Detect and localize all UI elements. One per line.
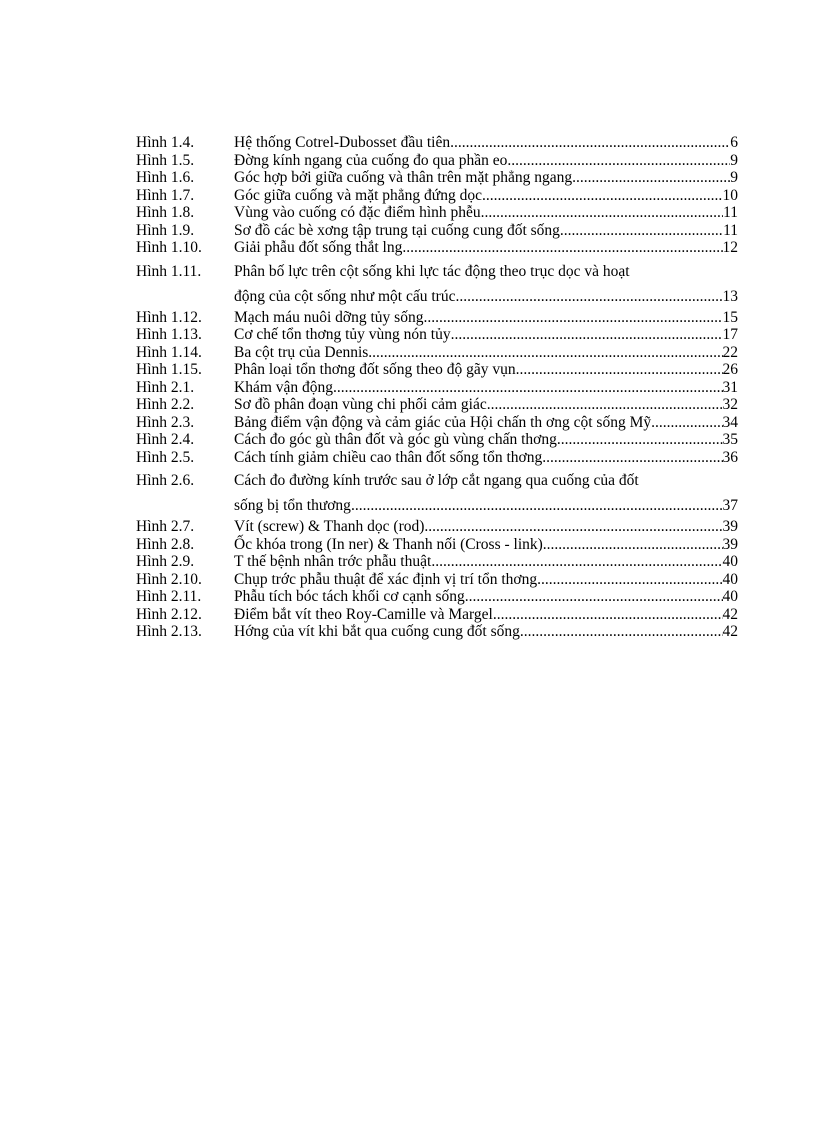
list-item bbox=[136, 468, 738, 518]
figure-title: Chụp trớc phẫu thuật để xác định vị trí tổn thơng bbox=[234, 570, 538, 588]
figure-label: Hình 2.4. bbox=[136, 431, 195, 448]
figure-label: Hình 1.7. bbox=[136, 186, 195, 204]
figure-title: Hệ thống Cotrel-Dubosset đầu tiên bbox=[234, 134, 451, 151]
figure-label: Hình 1.6. bbox=[136, 169, 195, 186]
figure-title: Sơ đồ các bè xơng tập trung tại cuống cung đốt sống bbox=[234, 221, 560, 239]
figure-title: T thế bệnh nhân trớc phẫu thuật bbox=[234, 553, 432, 570]
page-number: 17 bbox=[722, 326, 738, 343]
figure-label: Hình 2.13. bbox=[136, 623, 202, 640]
list-item bbox=[136, 326, 738, 344]
page-number: 39 bbox=[722, 535, 738, 553]
figure-label: Hình 2.3. bbox=[136, 413, 195, 431]
page-number: 39 bbox=[722, 518, 738, 535]
figure-title: Khám vận động bbox=[234, 378, 334, 396]
list-of-figures bbox=[136, 134, 738, 641]
page-number: 40 bbox=[722, 588, 738, 605]
figure-title: Góc giữa cuống và mặt phẳng đứng dọc bbox=[234, 186, 482, 204]
list-item bbox=[136, 518, 738, 536]
figure-label: Hình 1.15. bbox=[136, 361, 202, 378]
figure-title: Vít (screw) & Thanh dọc (rod) bbox=[234, 518, 425, 535]
list-item bbox=[136, 606, 738, 624]
page-number: 11 bbox=[723, 204, 738, 221]
page-number: 42 bbox=[722, 623, 738, 640]
page-number: 36 bbox=[722, 448, 738, 466]
figure-title-continued: động của cột sống như một cấu trúc bbox=[234, 287, 456, 305]
page-number: 10 bbox=[722, 186, 738, 204]
figure-title: Sơ đồ phân đoạn vùng chi phối cảm giác bbox=[234, 396, 487, 413]
list-item bbox=[136, 259, 738, 309]
figure-label: Hình 2.5. bbox=[136, 448, 195, 466]
list-item bbox=[136, 222, 738, 240]
list-item bbox=[136, 309, 738, 327]
figure-title: Ba cột trụ của Dennis bbox=[234, 343, 369, 361]
list-item bbox=[136, 571, 738, 589]
list-item bbox=[136, 536, 738, 554]
figure-title: Góc hợp bởi giữa cuống và thân trên mặt phẳng ngang bbox=[234, 169, 573, 186]
figure-label: Hình 2.11. bbox=[136, 588, 202, 605]
figure-title: Cách đo đường kính trước sau ở lớp cắt ngang qua cuống của đốt bbox=[234, 472, 639, 489]
list-item bbox=[136, 169, 738, 187]
figure-title: Phân loại tổn thơng đốt sống theo độ gãy vụn bbox=[234, 361, 516, 378]
figure-label: Hình 2.12. bbox=[136, 605, 202, 623]
page-number: 35 bbox=[722, 431, 738, 448]
list-item bbox=[136, 449, 738, 467]
figure-label: Hình 1.13. bbox=[136, 326, 202, 343]
list-item bbox=[136, 431, 738, 449]
figure-label: Hình 2.9. bbox=[136, 553, 195, 570]
figure-title: Hớng của vít khi bắt qua cuống cung đốt sống bbox=[234, 623, 520, 640]
list-item bbox=[136, 361, 738, 379]
figure-title: Bảng điểm vận động và cảm giác của Hội chấn th ơng cột sống Mỹ bbox=[234, 413, 652, 431]
figure-label: Hình 1.10. bbox=[136, 239, 202, 256]
page-number: 22 bbox=[722, 343, 738, 361]
page-number: 11 bbox=[723, 221, 738, 239]
figure-label: Hình 1.9. bbox=[136, 221, 195, 239]
figure-label: Hình 1.11. bbox=[136, 262, 202, 280]
page-number: 12 bbox=[722, 239, 738, 256]
page-number: 40 bbox=[722, 570, 738, 588]
list-item bbox=[136, 588, 738, 606]
page-number: 15 bbox=[722, 308, 738, 326]
figure-title: Phẫu tích bóc tách khối cơ cạnh sống bbox=[234, 588, 465, 605]
list-item bbox=[136, 152, 738, 170]
list-item bbox=[136, 204, 738, 222]
figure-title: Cách tính giảm chiều cao thân đốt sống tổn thơng bbox=[234, 448, 543, 466]
list-item bbox=[136, 379, 738, 397]
list-item bbox=[136, 239, 738, 257]
figure-label: Hình 1.4. bbox=[136, 134, 195, 151]
figure-title: Phân bố lực trên cột sống khi lực tác động theo trục dọc và hoạt bbox=[234, 262, 630, 280]
figure-label: Hình 2.10. bbox=[136, 570, 202, 588]
figure-title: Giải phẫu đốt sống thắt lng bbox=[234, 239, 403, 256]
list-item bbox=[136, 134, 738, 152]
figure-label: Hình 1.8. bbox=[136, 204, 195, 221]
list-item bbox=[136, 414, 738, 432]
figure-label: Hình 2.1. bbox=[136, 378, 195, 396]
figure-title: Vùng vào cuống có đặc điểm hình phễu bbox=[234, 204, 481, 221]
page-number: 13 bbox=[722, 287, 738, 305]
figure-title-continued: sống bị tổn thương bbox=[234, 497, 351, 514]
page-number: 26 bbox=[722, 361, 738, 378]
list-item bbox=[136, 623, 738, 641]
page-number: 37 bbox=[722, 497, 738, 514]
figure-title: Cơ chế tổn thơng tủy vùng nón tủy bbox=[234, 326, 451, 343]
figure-title: Cách đo góc gù thân đốt và góc gù vùng chấn thơng bbox=[234, 431, 557, 448]
figure-label: Hình 2.8. bbox=[136, 535, 195, 553]
list-item bbox=[136, 187, 738, 205]
figure-label: Hình 1.5. bbox=[136, 151, 195, 169]
page-number: 32 bbox=[722, 396, 738, 413]
figure-label: Hình 1.12. bbox=[136, 308, 202, 326]
figure-title: Đờng kính ngang của cuống đo qua phần eo bbox=[234, 151, 508, 169]
page-number: 34 bbox=[722, 413, 738, 431]
figure-label: Hình 1.14. bbox=[136, 343, 202, 361]
list-item bbox=[136, 396, 738, 414]
figure-title: Mạch máu nuôi dỡng tủy sống bbox=[234, 308, 424, 326]
list-item bbox=[136, 344, 738, 362]
page-number: 9 bbox=[730, 169, 738, 186]
page-number: 40 bbox=[722, 553, 738, 570]
figure-label: Hình 2.6. bbox=[136, 472, 195, 489]
page-number: 31 bbox=[722, 378, 738, 396]
page-number: 9 bbox=[730, 151, 738, 169]
figure-title: Điểm bắt vít theo Roy-Camille và Margel bbox=[234, 605, 493, 623]
figure-title: Ốc khóa trong (In ner) & Thanh nối (Cross - link) bbox=[234, 535, 543, 553]
figure-label: Hình 2.7. bbox=[136, 518, 195, 535]
page-number: 42 bbox=[722, 605, 738, 623]
page-number: 6 bbox=[730, 134, 738, 151]
list-item bbox=[136, 553, 738, 571]
figure-label: Hình 2.2. bbox=[136, 396, 195, 413]
